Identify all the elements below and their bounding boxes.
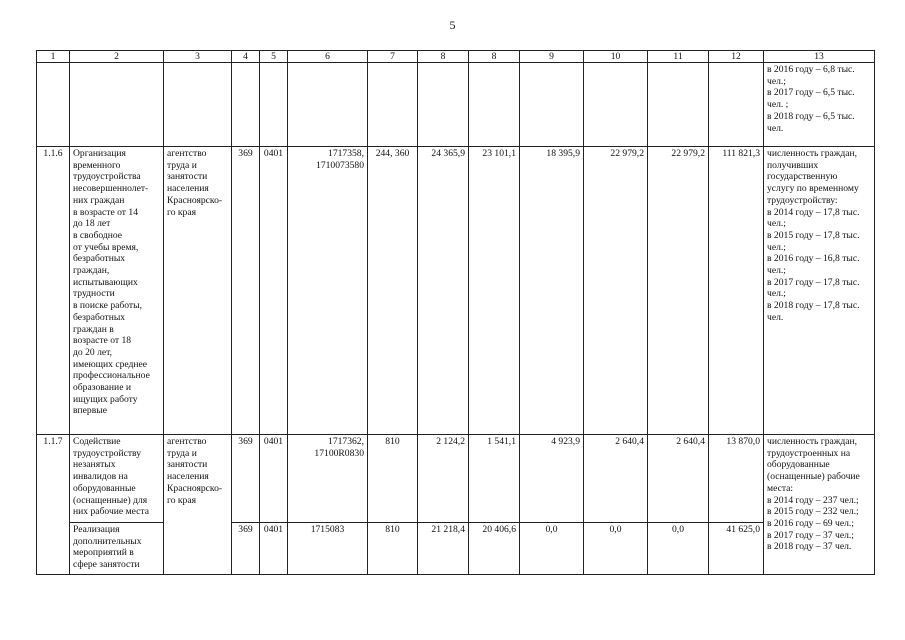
item-number: 1.1.6	[37, 147, 70, 435]
value-cell: 1 541,1	[469, 435, 520, 523]
value-cell: 20 406,6	[469, 523, 520, 575]
value-cell: 23 101,1	[469, 147, 520, 435]
section-code: 0401	[260, 147, 288, 435]
header-cell: 13	[764, 51, 875, 63]
total-cell: 41 625,0	[709, 523, 764, 575]
header-cell: 2	[70, 51, 164, 63]
header-cell: 4	[232, 51, 260, 63]
expense-type: 810	[368, 435, 418, 523]
total-cell: 13 870,0	[709, 435, 764, 523]
header-cell: 10	[584, 51, 648, 63]
grbs-code: 369	[232, 147, 260, 435]
item-name: Содействие трудоустройству незанятых инвалидов на оборудованные (оснащенные) для них рабочие места	[70, 435, 164, 523]
agency-cell: агентство труда и занятости населения Красноярско- го края	[164, 147, 232, 435]
value-cell: 0,0	[648, 523, 709, 575]
value-cell: 0,0	[584, 523, 648, 575]
header-cell: 3	[164, 51, 232, 63]
item-number: 1.1.7	[37, 435, 70, 575]
target-code: 1717362, 17100R0830	[288, 435, 368, 523]
header-cell: 8	[418, 51, 469, 63]
header-cell: 6	[288, 51, 368, 63]
page-number: 5	[449, 18, 456, 32]
header-cell: 5	[260, 51, 288, 63]
value-cell: 22 979,2	[648, 147, 709, 435]
header-cell: 11	[648, 51, 709, 63]
header-row	[37, 51, 875, 63]
indicator-cell: численность граждан, получивших государственную услугу по временному трудоустройству: в 2014 году – 17,8 тыс. чел.; в 2015 году – 17,8 тыс. чел.; в 2016 году – 16,8 тыс. чел.; в 2017 году – 17,8 тыс. чел.; в 2018 году – 17,8 тыс. чел.	[764, 147, 875, 435]
continuation-row	[37, 63, 875, 147]
expense-type: 810	[368, 523, 418, 575]
row-1-1-7-additional	[37, 523, 875, 575]
value-cell: 2 640,4	[584, 435, 648, 523]
value-cell: 0,0	[520, 523, 584, 575]
value-cell: 2 124,2	[418, 435, 469, 523]
item-name: Реализация дополнительных мероприятий в сфере занятости	[70, 523, 164, 575]
grbs-code: 369	[232, 523, 260, 575]
target-code: 1715083	[288, 523, 368, 575]
value-cell: 24 365,9	[418, 147, 469, 435]
agency-cell: агентство труда и занятости населения Красноярско- го края	[164, 435, 232, 575]
value-cell: 4 923,9	[520, 435, 584, 523]
indicator-cell: численность граждан, трудоустроенных на оборудованные (оснащенные) рабочие места: в 2014 году – 237 чел.; в 2015 году – 232 чел.; в 2016 году – 69 чел.; в 2017 году – 37 чел.; в 2018 году – 37 чел.	[764, 435, 875, 575]
value-cell: 22 979,2	[584, 147, 648, 435]
expense-type: 244, 360	[368, 147, 418, 435]
section-code: 0401	[260, 523, 288, 575]
header-cell: 9	[520, 51, 584, 63]
row-1-1-6	[37, 147, 875, 435]
indicator-cell: в 2016 году – 6,8 тыс. чел.; в 2017 году – 6,5 тыс. чел. ; в 2018 году – 6,5 тыс. чел.	[764, 63, 875, 147]
total-cell: 111 821,3	[709, 147, 764, 435]
row-1-1-7	[37, 435, 875, 523]
header-cell: 7	[368, 51, 418, 63]
program-table	[36, 50, 875, 575]
value-cell: 21 218,4	[418, 523, 469, 575]
header-cell: 12	[709, 51, 764, 63]
grbs-code: 369	[232, 435, 260, 523]
item-name: Организация временного трудоустройства несовершеннолет- них граждан в возрасте от 14 до 18 лет в свободное от учебы время, безработных граждан, испытывающих трудности в поиске работы, безработных граждан в возрасте от 18 до 20 лет, имеющих среднее профессиональное образование и ищущих работу впервые	[70, 147, 164, 435]
header-cell: 1	[37, 51, 70, 63]
value-cell: 18 395,9	[520, 147, 584, 435]
target-code: 1717358, 1710073580	[288, 147, 368, 435]
header-cell: 8	[469, 51, 520, 63]
value-cell: 2 640,4	[648, 435, 709, 523]
section-code: 0401	[260, 435, 288, 523]
